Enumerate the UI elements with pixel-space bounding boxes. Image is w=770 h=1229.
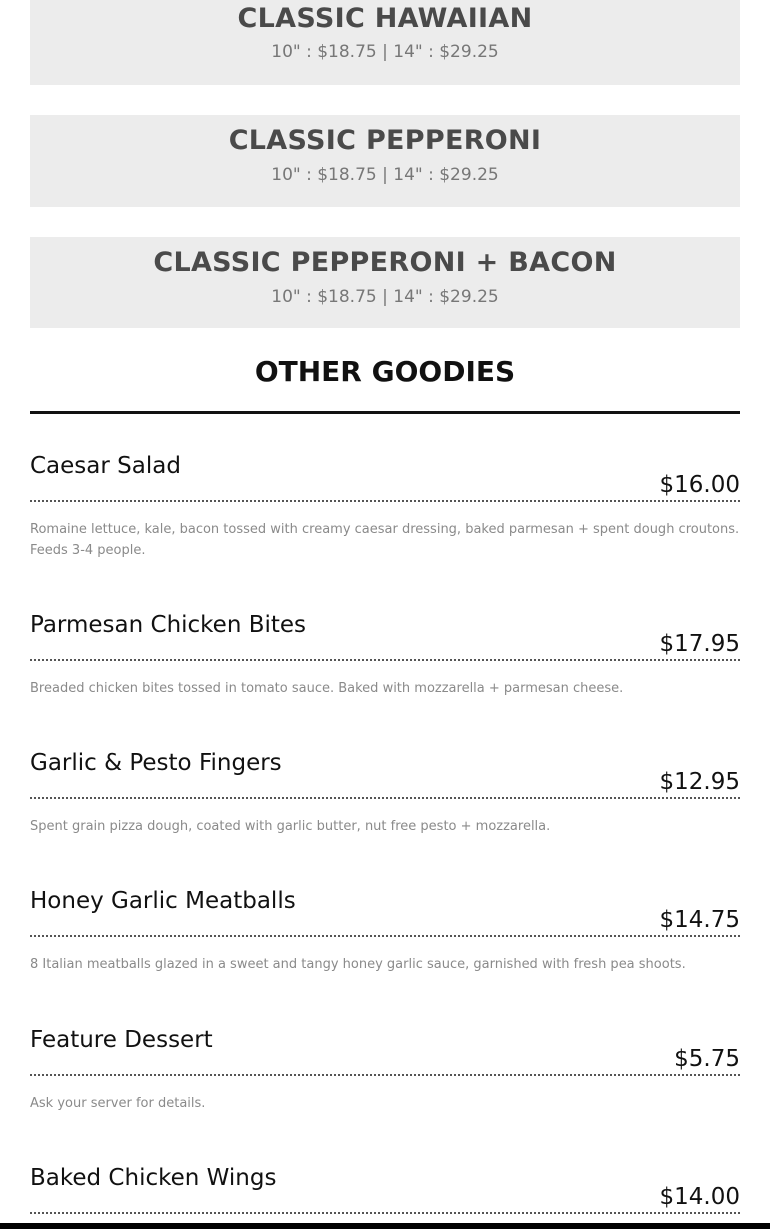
item-description: 8 Italian meatballs glazed in a sweet and tangy honey garlic sauce, garnished with fresh pea shoots. <box>30 957 686 972</box>
section-title: OTHER GOODIES <box>254 355 516 388</box>
item-price: $14.00 <box>659 1184 740 1210</box>
item-price: $16.00 <box>659 472 740 498</box>
item-price: $12.95 <box>659 769 740 795</box>
pizza-card-pepperoni <box>30 115 740 207</box>
item-description: Ask your server for details. <box>30 1096 206 1111</box>
pizza-sizes: 10" : $18.75 | 14" : $29.25 <box>271 42 499 62</box>
section-divider <box>30 411 740 414</box>
item-name: Honey Garlic Meatballs <box>30 888 296 914</box>
menu-item[interactable] <box>30 890 740 980</box>
dotted-leader <box>30 500 740 502</box>
pizza-sizes: 10" : $18.75 | 14" : $29.25 <box>271 287 499 307</box>
pizza-name: CLASSIC HAWAIIAN <box>237 3 533 34</box>
item-price: $17.95 <box>659 631 740 657</box>
menu-item[interactable] <box>30 1167 740 1223</box>
item-name: Parmesan Chicken Bites <box>30 612 307 638</box>
item-description: Romaine lettuce, kale, bacon tossed with creamy caesar dressing, baked parmesan + spent dough croutons. Feeds 3-4 people. <box>30 522 740 558</box>
item-description: Spent grain pizza dough, coated with garlic butter, nut free pesto + mozzarella. <box>30 819 551 834</box>
item-name: Caesar Salad <box>30 453 181 479</box>
bottom-edge-bar <box>0 1223 770 1229</box>
menu-item[interactable] <box>30 752 740 842</box>
item-name: Feature Dessert <box>30 1027 213 1053</box>
pizza-card-hawaiian <box>30 0 740 85</box>
menu-item[interactable] <box>30 614 740 704</box>
item-description: Breaded chicken bites tossed in tomato sauce. Baked with mozzarella + parmesan cheese. <box>30 681 624 696</box>
pizza-card-pepperoni-bacon <box>30 237 740 328</box>
pizza-sizes: 10" : $18.75 | 14" : $29.25 <box>271 165 499 185</box>
item-price: $14.75 <box>659 907 740 933</box>
item-name: Garlic & Pesto Fingers <box>30 750 282 776</box>
dotted-leader <box>30 659 740 661</box>
dotted-leader <box>30 797 740 799</box>
dotted-leader <box>30 1212 740 1214</box>
item-price: $5.75 <box>674 1046 740 1072</box>
pizza-name: CLASSIC PEPPERONI <box>228 125 542 156</box>
pizza-name: CLASSIC PEPPERONI + BACON <box>153 247 617 278</box>
menu-item[interactable] <box>30 1029 740 1119</box>
menu-item[interactable] <box>30 455 740 565</box>
item-name: Baked Chicken Wings <box>30 1165 277 1191</box>
dotted-leader <box>30 1074 740 1076</box>
dotted-leader <box>30 935 740 937</box>
